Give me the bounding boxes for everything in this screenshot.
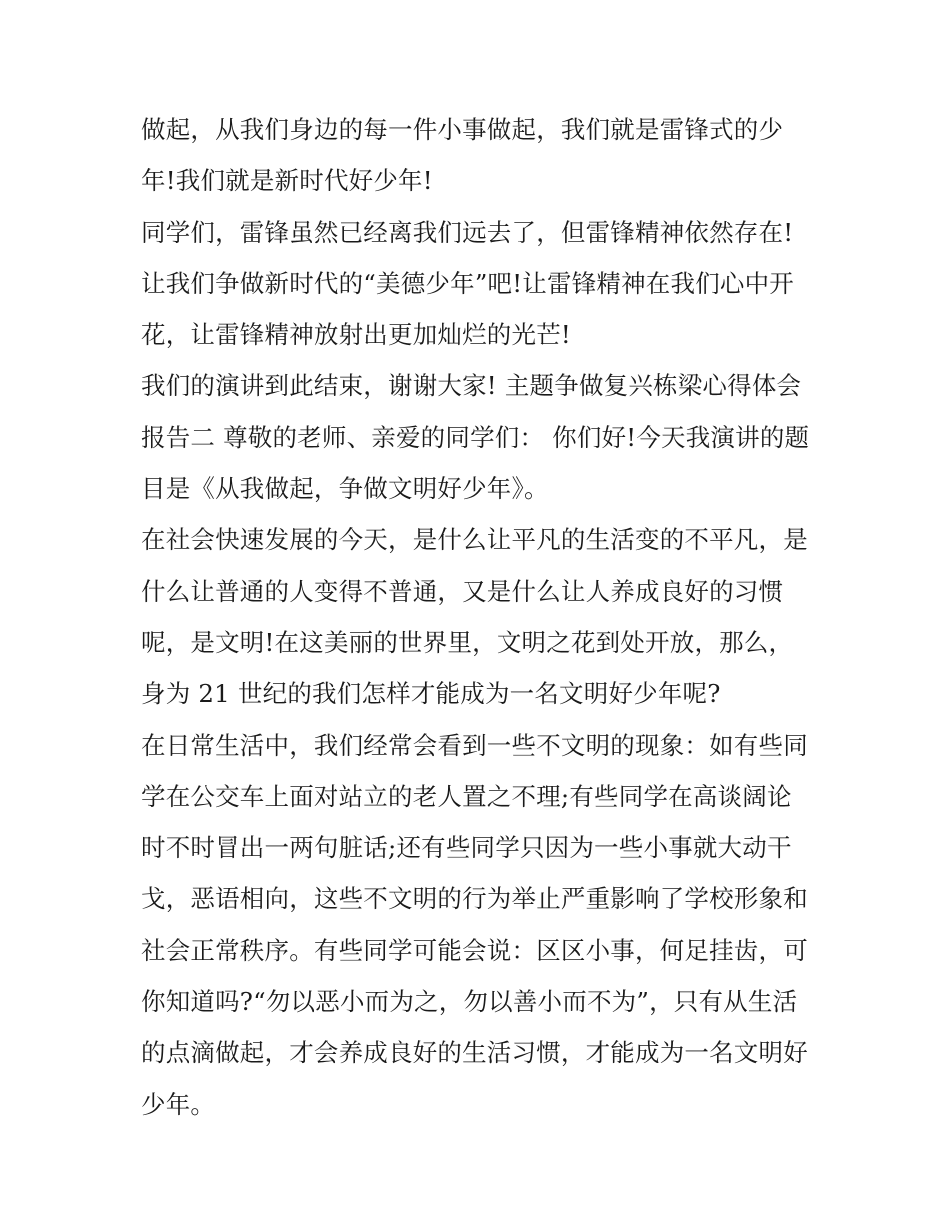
text-line: 在社会快速发展的今天，是什么让平凡的生活变的不平凡，是 — [141, 525, 808, 555]
text-line: 在日常生活中，我们经常会看到一些不文明的现象：如有些同 — [141, 730, 808, 760]
text-line: 做起，从我们身边的每一件小事做起，我们就是雷锋式的少 — [141, 115, 784, 144]
text-line: 同学们，雷锋虽然已经离我们远去了，但雷锋精神依然存在! — [141, 217, 794, 247]
text-line: 戈，恶语相向，这些不文明的行为举止严重影响了学校形象和 — [141, 884, 808, 914]
text-line: 少年。 — [141, 1089, 216, 1119]
document-body — [141, 104, 821, 1130]
text-line: 目是《从我做起，争做文明好少年》。 — [141, 474, 549, 504]
text-line: 的点滴做起，才会养成良好的生活习惯，才能成为一名文明好 — [141, 1038, 808, 1068]
text-line: 社会正常秩序。有些同学可能会说：区区小事，何足挂齿，可 — [141, 935, 808, 965]
text-line: 年!我们就是新时代好少年! — [141, 166, 433, 196]
text-line: 呢，是文明!在这美丽的世界里，文明之花到处开放，那么， — [141, 627, 794, 657]
text-line: 你知道吗?“勿以恶小而为之，勿以善小而不为”，只有从生活 — [141, 987, 798, 1017]
text-line: 学在公交车上面对站立的老人置之不理;有些同学在高谈阔论 — [141, 781, 792, 811]
text-line: 报告二 尊敬的老师、亲爱的同学们： 你们好!今天我演讲的题 — [141, 422, 810, 452]
text-line: 时不时冒出一两句脏话;还有些同学只因为一些小事就大动干 — [141, 833, 792, 863]
text-line: 身为 21 世纪的我们怎样才能成为一名文明好少年呢? — [141, 679, 721, 709]
text-line: 什么让普通的人变得不普通，又是什么让人养成良好的习惯 — [141, 576, 784, 606]
text-line: 让我们争做新时代的“美德少年”吧!让雷锋精神在我们心中开 — [141, 268, 794, 298]
text-line: 花，让雷锋精神放射出更加灿烂的光芒! — [141, 320, 571, 350]
text-line: 我们的演讲到此结束，谢谢大家! 主题争做复兴栋梁心得体会 — [141, 371, 802, 401]
